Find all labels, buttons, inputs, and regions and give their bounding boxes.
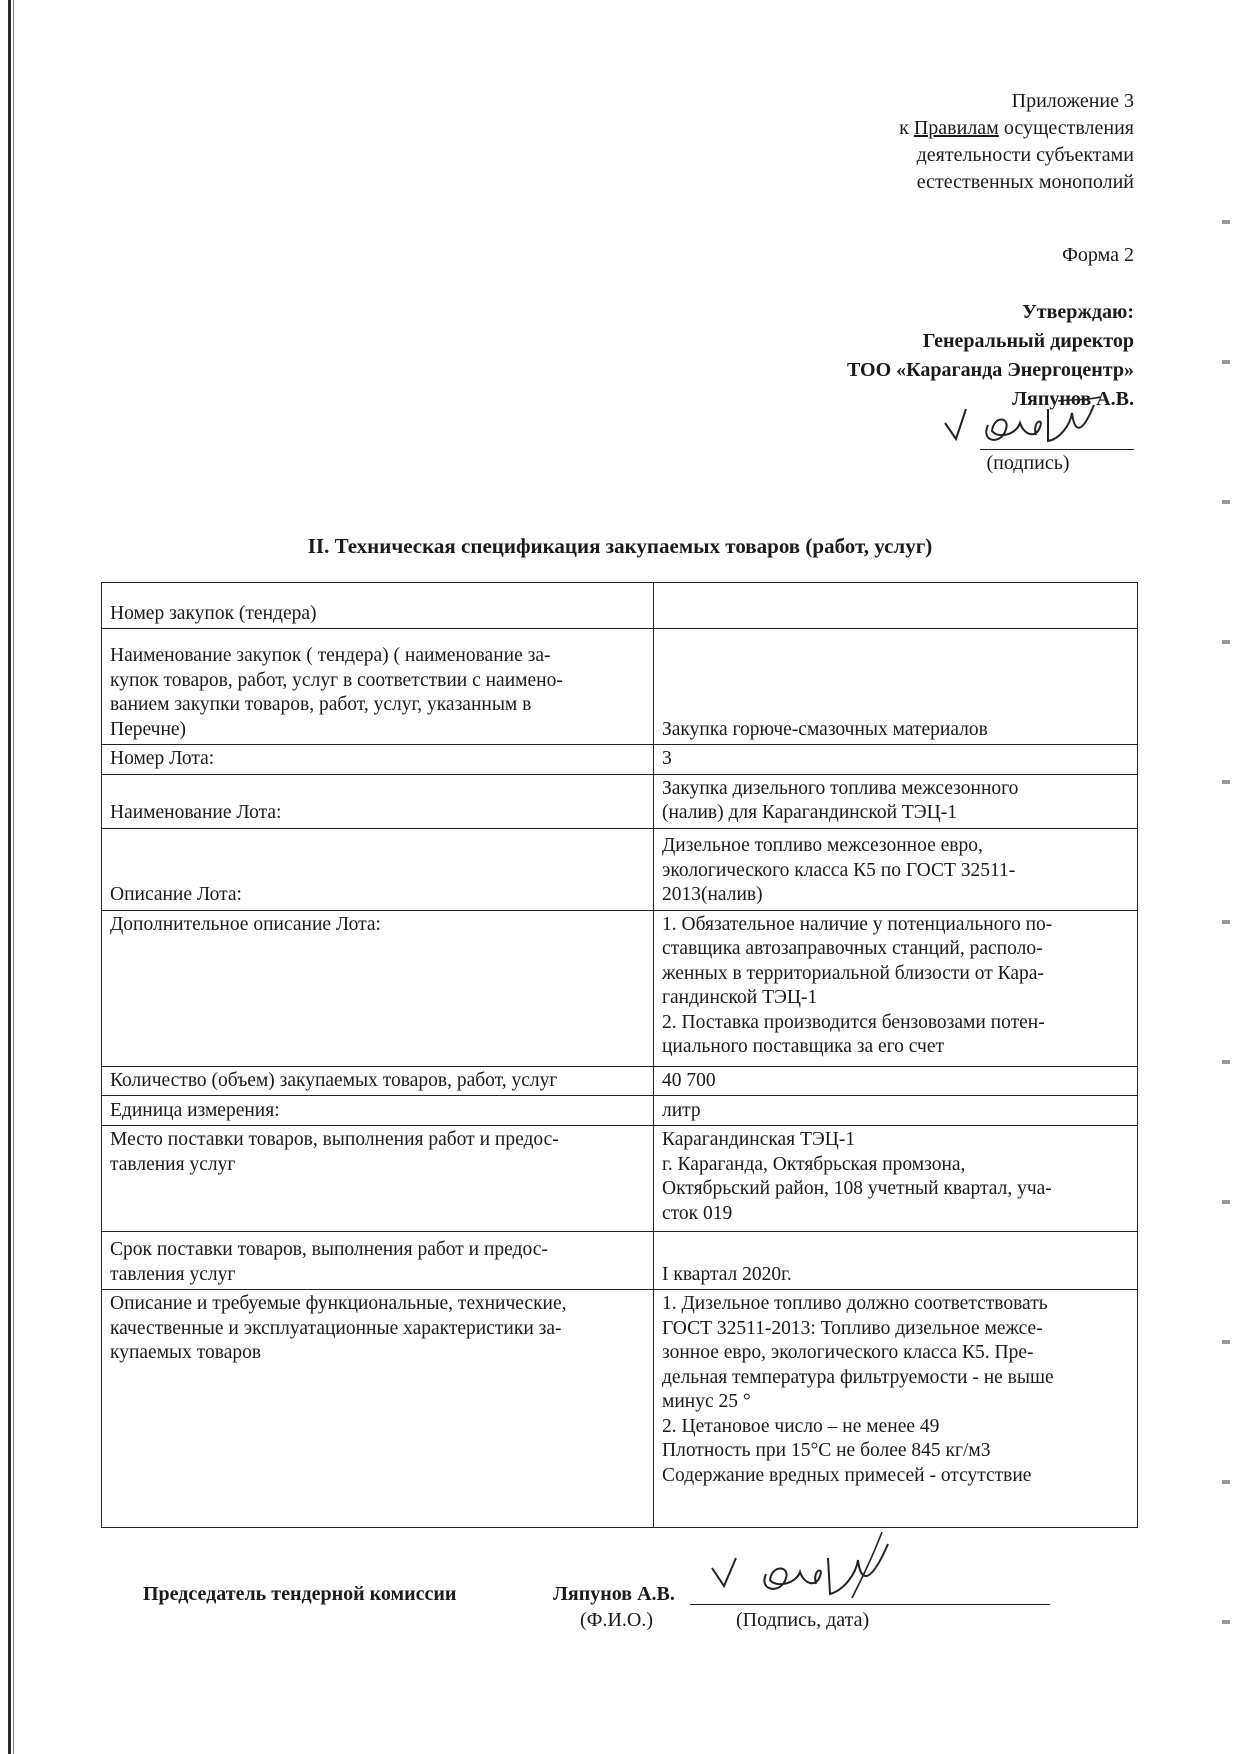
row-label: Номер закупок (тендера)	[102, 583, 654, 629]
row-value: Закупка горюче-смазочных материалов	[654, 629, 1138, 745]
scan-margin-marks	[1222, 160, 1230, 1740]
section-title: II. Техническая спецификация закупаемых товаров (работ, услуг)	[307, 534, 933, 558]
row-value: I квартал 2020г.	[654, 1232, 1138, 1290]
row-label: Дополнительное описание Лота:	[102, 910, 654, 1066]
signature-caption: (подпись)	[986, 452, 1070, 474]
appendix-header	[899, 88, 1134, 196]
table-row	[102, 1066, 1138, 1096]
approval-position: Генеральный директор	[922, 330, 1134, 352]
row-label: Место поставки товаров, выполнения работ и предос- тавления услуг	[102, 1126, 654, 1232]
scan-edge-line	[8, 0, 11, 1754]
row-label: Наименование закупок ( тендера) ( наименование за- купок товаров, работ, услуг в соответствии с наимено- ванием закупки товаров, работ, услуг, указанным в Перечне)	[102, 629, 654, 745]
table-row	[102, 583, 1138, 629]
row-label: Количество (объем) закупаемых товаров, работ, услуг	[102, 1066, 654, 1096]
appendix-line-2: к Правилам осуществления	[899, 117, 1134, 139]
row-value: 40 700	[654, 1066, 1138, 1096]
row-label: Описание и требуемые функциональные, технические, качественные и эксплуатационные характеристики за- купаемых товаров	[102, 1290, 654, 1528]
table-row	[102, 1232, 1138, 1290]
row-value: 1. Дизельное топливо должно соответствовать ГОСТ 32511-2013: Топливо дизельное межсе- зонное евро, экологического класса К5. Пре- дельная температура фильтруемости - не выше минус 25 ° 2. Цетановое число – не менее 49 Плотность при 15°С не более 845 кг/м3 Содержание вредных примесей - отсутствие	[654, 1290, 1138, 1528]
form-number: Форма 2	[1062, 244, 1134, 266]
table-row	[102, 774, 1138, 828]
footer-chair-name: Ляпунов А.В.	[553, 1583, 675, 1605]
footer-signature-line	[690, 1604, 1050, 1605]
row-value: 1. Обязательное наличие у потенциального по- ставщика автозаправочных станций, располо- женных в территориальной близости от Кара- гандинской ТЭЦ-1 2. Поставка производится бензовозами потен- циального поставщика за его счет	[654, 910, 1138, 1066]
row-value: Дизельное топливо межсезонное евро, экологического класса К5 по ГОСТ 32511- 2013(налив)	[654, 828, 1138, 910]
row-label: Номер Лота:	[102, 745, 654, 775]
approval-company: ТОО «Караганда Энергоцентр»	[846, 359, 1134, 381]
specification-table	[101, 582, 1138, 1528]
appendix-line-4: естественных монополий	[916, 171, 1134, 193]
row-value: Закупка дизельного топлива межсезонного (налив) для Карагандинской ТЭЦ-1	[654, 774, 1138, 828]
chair-signature	[712, 1528, 932, 1608]
row-value: Карагандинская ТЭЦ-1 г. Караганда, Октябрьская промзона, Октябрьский район, 108 учетный квартал, уча- сток 019	[654, 1126, 1138, 1232]
row-label: Срок поставки товаров, выполнения работ и предос- тавления услуг	[102, 1232, 654, 1290]
row-label: Описание Лота:	[102, 828, 654, 910]
appendix-line-3: деятельности субъектами	[916, 144, 1134, 166]
table-row	[102, 910, 1138, 1066]
footer-sign-caption: (Подпись, дата)	[736, 1609, 870, 1631]
approval-heading: Утверждаю:	[1022, 301, 1134, 323]
footer-chair-title: Председатель тендерной комиссии	[143, 1583, 457, 1605]
table-row	[102, 1126, 1138, 1232]
signature-line	[980, 449, 1134, 450]
director-signature	[940, 395, 1140, 455]
rules-link[interactable]: Правилам	[913, 117, 999, 139]
row-label: Наименование Лота:	[102, 774, 654, 828]
table-row	[102, 629, 1138, 745]
row-label: Единица измерения:	[102, 1096, 654, 1126]
table-row	[102, 1096, 1138, 1126]
approval-name: Ляпунов А.В.	[1012, 388, 1134, 410]
appendix-line-1: Приложение 3	[1011, 90, 1134, 112]
table-row	[102, 1290, 1138, 1528]
row-value: литр	[654, 1096, 1138, 1126]
scan-edge-line	[13, 0, 14, 1754]
table-row	[102, 828, 1138, 910]
row-value	[654, 583, 1138, 629]
table-row	[102, 745, 1138, 775]
row-value: 3	[654, 745, 1138, 775]
footer-fio-caption: (Ф.И.О.)	[580, 1609, 654, 1631]
